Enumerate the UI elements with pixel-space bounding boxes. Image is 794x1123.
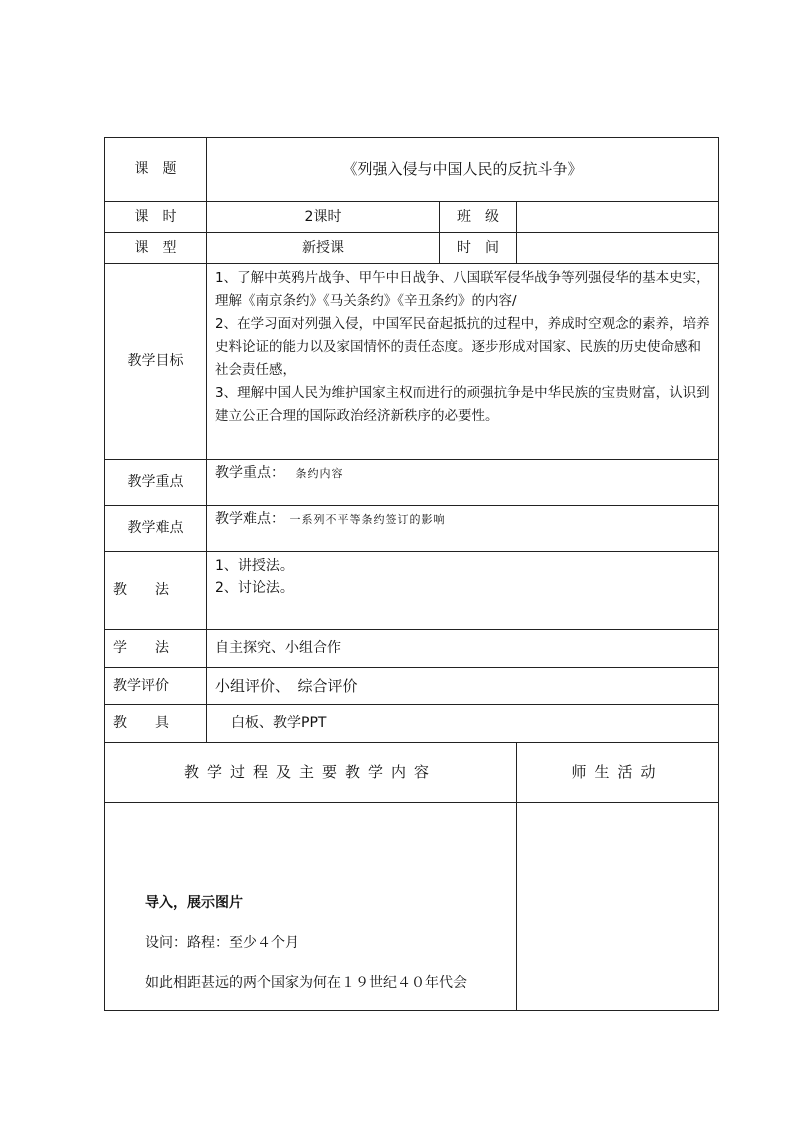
row-process-header	[105, 743, 719, 803]
difficulty-content	[207, 506, 719, 552]
topic-label: 课 题	[105, 138, 207, 202]
row-topic	[105, 138, 719, 202]
row-learning-method	[105, 630, 719, 668]
process-line-question: 设问：路程：至少４个月	[145, 935, 299, 951]
objectives-content	[207, 264, 719, 460]
objectives-label: 教学目标	[105, 264, 207, 460]
teaching-method-content	[207, 552, 719, 630]
process-header-left: 教学过程及主要教学内容	[105, 743, 517, 803]
objective-line: 2、在学习面对列强入侵，中国军民奋起抵抗的过程中，养成时空观念的素养，培养史料论证的能力以及家国情怀的责任态度。逐步形成对国家、民族的历史使命感和社会责任感，	[215, 316, 710, 378]
row-difficulty	[105, 506, 719, 552]
hours-label: 课 时	[105, 202, 207, 233]
row-process-content	[105, 803, 719, 1011]
teaching-method-label: 教 法	[105, 552, 207, 630]
row-key-point	[105, 460, 719, 506]
difficulty-prefix: 教学难点：	[215, 511, 285, 527]
class-label: 班 级	[440, 202, 517, 233]
teaching-method-item: 1、讲授法。	[215, 558, 294, 574]
time-value	[517, 233, 719, 264]
row-type	[105, 233, 719, 264]
lesson-plan-table	[104, 137, 719, 1011]
activity-content	[517, 803, 719, 1011]
difficulty-value: 一系列不平等条约签订的影响	[289, 513, 446, 526]
learning-method-label: 学 法	[105, 630, 207, 668]
row-objectives	[105, 264, 719, 460]
process-line-text: 如此相距甚远的两个国家为何在１９世纪４０年代会	[145, 975, 467, 991]
type-value: 新授课	[207, 233, 440, 264]
objective-line: 1、了解中英鸦片战争、甲午中日战争、八国联军侵华战争等列强侵华的基本史实，理解《南京条约》《马关条约》《辛丑条约》的内容/	[215, 270, 710, 309]
row-hours	[105, 202, 719, 233]
row-evaluation	[105, 668, 719, 705]
objective-line: 3、理解中国人民为维护国家主权而进行的顽强抗争是中华民族的宝贵财富，认识到建立公正合理的国际政治经济新秩序的必要性。	[215, 385, 710, 424]
process-header-right: 师生活动	[517, 743, 719, 803]
evaluation-value: 小组评价、 综合评价	[207, 668, 719, 705]
hours-value: 2课时	[207, 202, 440, 233]
process-line-intro: 导入，展示图片	[145, 895, 243, 911]
key-point-content	[207, 460, 719, 506]
difficulty-label: 教学难点	[105, 506, 207, 552]
time-label: 时 间	[440, 233, 517, 264]
class-value	[517, 202, 719, 233]
key-point-value: 条约内容	[295, 467, 344, 480]
topic-value: 《列强入侵与中国人民的反抗斗争》	[207, 138, 719, 202]
lesson-plan-sheet	[104, 137, 718, 1011]
evaluation-label: 教学评价	[105, 668, 207, 705]
learning-method-value: 自主探究、小组合作	[207, 630, 719, 668]
key-point-label: 教学重点	[105, 460, 207, 506]
row-tools	[105, 705, 719, 743]
key-point-prefix: 教学重点：	[215, 465, 285, 481]
tools-value: 白板、教学PPT	[207, 705, 719, 743]
tools-label: 教 具	[105, 705, 207, 743]
type-label: 课 型	[105, 233, 207, 264]
teaching-method-item: 2、讨论法。	[215, 580, 294, 596]
row-teaching-method	[105, 552, 719, 630]
process-content	[105, 803, 517, 1011]
